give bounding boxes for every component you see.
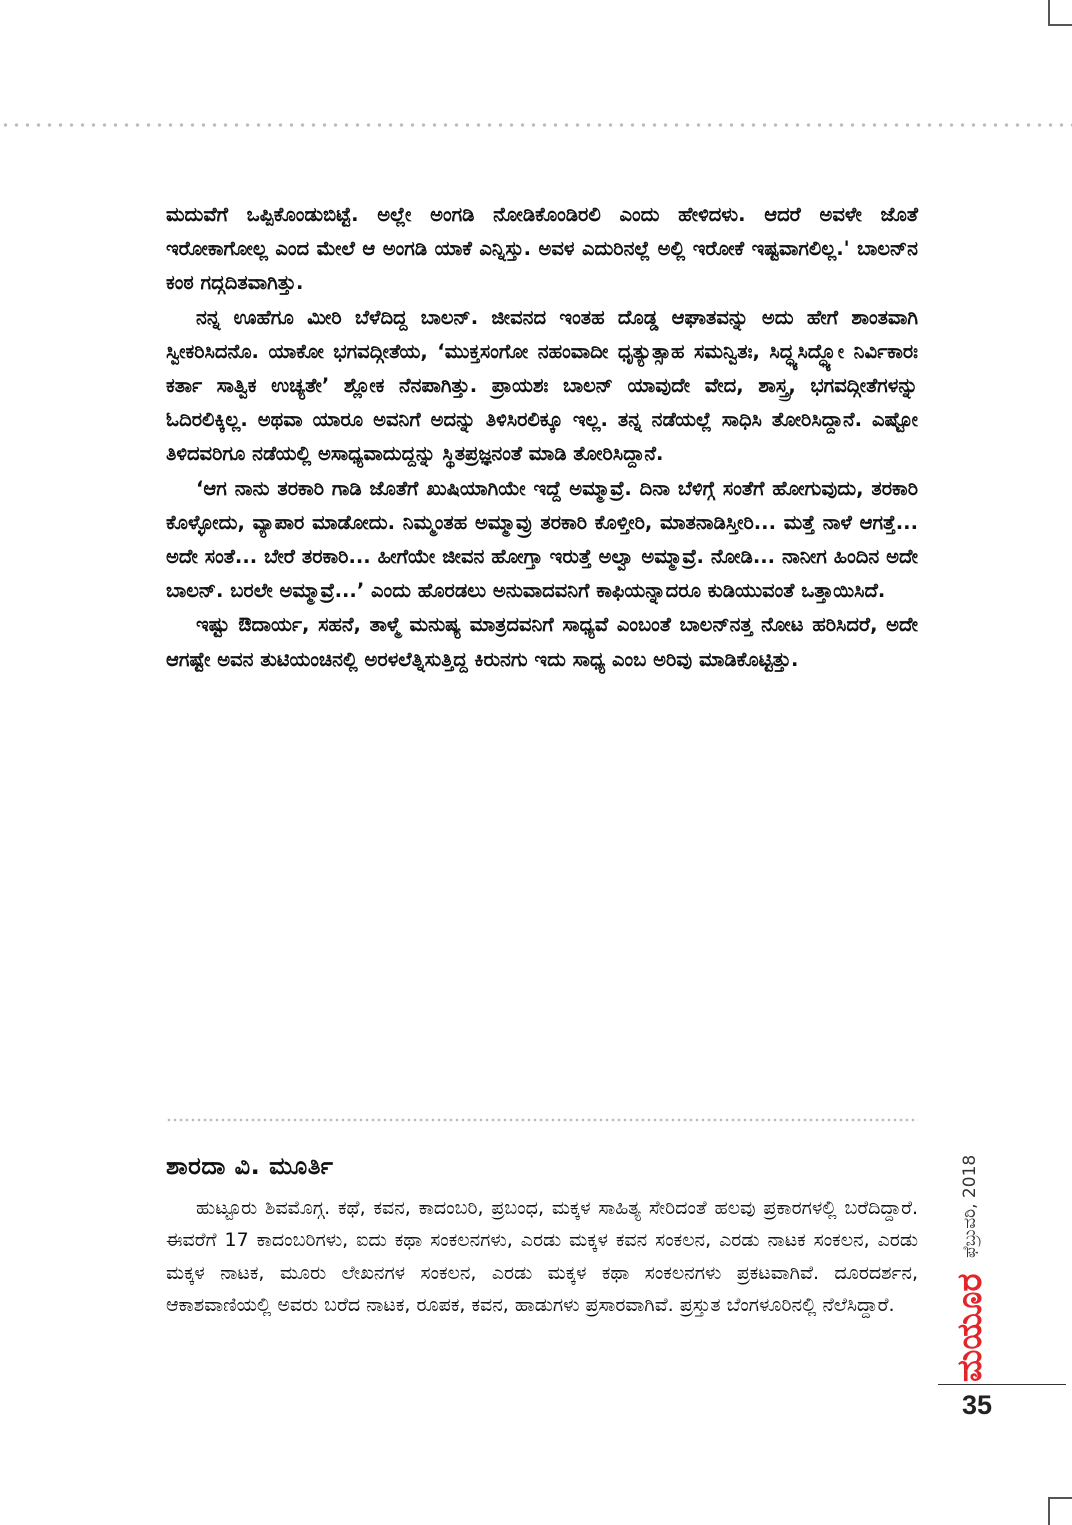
crop-mark-top-right-h bbox=[1048, 24, 1072, 26]
author-bio bbox=[166, 1192, 918, 1322]
magazine-logo: ಮಯೂರ bbox=[950, 1273, 990, 1382]
story-paragraph: ನನ್ನ ಊಹೆಗೂ ಮೀರಿ ಬೆಳೆದಿದ್ದ ಬಾಲನ್. ಜೀವನದ ಇಂತಹ ದೊಡ್ಡ ಆಘಾತವನ್ನು ಅದು ಹೇಗೆ ಶಾಂತವಾಗಿ ಸ್ವೀಕರಿಸಿದನೊ. ಯಾಕೋ ಭಗವದ್ಗೀತೆಯ, ‘ಮುಕ್ತಸಂಗೋ ನಹಂವಾದೀ ಧೃತ್ಯುತ್ಸಾಹ ಸಮನ್ವಿತಃ, ಸಿದ್ಧ್ಯಸಿದ್ಧ್ಯೋ ನಿರ್ವಿಕಾರಃ ಕರ್ತಾ ಸಾತ್ವಿಕ ಉಚ್ಯತೇ’ ಶ್ಲೋಕ ನೆನಪಾಗಿತ್ತು. ಪ್ರಾಯಶಃ ಬಾಲನ್ ಯಾವುದೇ ವೇದ, ಶಾಸ್ತ್ರ, ಭಗವದ್ಗೀತೆಗಳನ್ನು ಓದಿರಲಿಕ್ಕಿಲ್ಲ. ಅಥವಾ ಯಾರೂ ಅವನಿಗೆ ಅದನ್ನು ತಿಳಿಸಿರಲಿಕ್ಕೂ ಇಲ್ಲ. ತನ್ನ ನಡೆಯಲ್ಲೆ ಸಾಧಿಸಿ ತೋರಿಸಿದ್ದಾನೆ. ಎಷ್ಟೋ ತಿಳಿದವರಿಗೂ ನಡೆಯಲ್ಲಿ ಅಸಾಧ್ಯವಾದುದ್ದನ್ನು ಸ್ಥಿತಪ್ರಜ್ಞನಂತೆ ಮಾಡಿ ತೋರಿಸಿದ್ದಾನೆ. bbox=[166, 305, 918, 466]
author-bio-text: ಹುಟ್ಟೂರು ಶಿವಮೊಗ್ಗ. ಕಥೆ, ಕವನ, ಕಾದಂಬರಿ, ಪ್ರಬಂಧ, ಮಕ್ಕಳ ಸಾಹಿತ್ಯ ಸೇರಿದಂತೆ ಹಲವು ಪ್ರಕಾರಗಳಲ್ಲಿ ಬರೆದಿದ್ದಾರೆ. ಈವರೆಗೆ 17 ಕಾದಂಬರಿಗಳು, ಐದು ಕಥಾ ಸಂಕಲನಗಳು, ಎರಡು ಮಕ್ಕಳ ಕವನ ಸಂಕಲನ, ಎರಡು ನಾಟಕ ಸಂಕಲನ, ಎರಡು ಮಕ್ಕಳ ನಾಟಕ, ಮೂರು ಲೇಖನಗಳ ಸಂಕಲನ, ಎರಡು ಮಕ್ಕಳ ಕಥಾ ಸಂಕಲನಗಳು ಪ್ರಕಟವಾಗಿವೆ. ದೂರದರ್ಶನ, ಆಕಾಶವಾಣಿಯಲ್ಲಿ ಅವರು ಬರೆದ ನಾಟಕ, ರೂಪಕ, ಕವನ, ಹಾಡುಗಳು ಪ್ರಸಾರವಾಗಿವೆ. ಪ್ರಸ್ತುತ ಬೆಂಗಳೂರಿನಲ್ಲಿ ನೆಲೆಸಿದ್ದಾರೆ. bbox=[166, 1197, 918, 1317]
page-number-rule bbox=[938, 1384, 1066, 1385]
story-paragraph: ಮದುವೆಗೆ ಒಪ್ಪಿಕೊಂಡುಬಿಟ್ಟೆ. ಅಲ್ಲೇ ಅಂಗಡಿ ನೋಡಿಕೊಂಡಿರಲಿ ಎಂದು ಹೇಳಿದಳು. ಆದರೆ ಅವಳೇ ಜೊತೆ ಇರೋಕಾಗೋಲ್ಲ ಎಂದ ಮೇಲೆ ಆ ಅಂಗಡಿ ಯಾಕೆ ಎನ್ನಿಸ್ತು. ಅವಳ ಎದುರಿನಲ್ಲೆ ಅಲ್ಲಿ ಇರೋಕೆ ಇಷ್ಟವಾಗಲಿಲ್ಲ.' ಬಾಲನ್‌ನ ಕಂಠ ಗದ್ಗದಿತವಾಗಿತ್ತು. bbox=[166, 203, 918, 295]
story-text bbox=[166, 198, 918, 677]
author-name: ಶಾರದಾ ವಿ. ಮೂರ್ತಿ bbox=[166, 1152, 334, 1180]
top-dotted-rule bbox=[0, 122, 1072, 128]
crop-mark-bottom-right bbox=[1048, 1497, 1050, 1525]
magazine-sidebar bbox=[938, 1060, 998, 1382]
issue-date: ಫೆಬ್ರುವರಿ, 2018 bbox=[960, 1154, 980, 1258]
author-divider bbox=[166, 1118, 918, 1122]
page-number: 35 bbox=[962, 1390, 993, 1420]
story-paragraph: ಇಷ್ಟು ಔದಾರ್ಯ, ಸಹನೆ, ತಾಳ್ಮೆ ಮನುಷ್ಯ ಮಾತ್ರದವನಿಗೆ ಸಾಧ್ಯವೆ ಎಂಬಂತೆ ಬಾಲನ್‌ನತ್ತ ನೋಟ ಹರಿಸಿದರೆ, ಅದೇ ಆಗಷ್ಟೇ ಅವನ ತುಟಿಯಂಚಿನಲ್ಲಿ ಅರಳಲೆತ್ನಿಸುತ್ತಿದ್ದ ಕಿರುನಗು ಇದು ಸಾಧ್ಯ ಎಂಬ ಅರಿವು ಮಾಡಿಕೊಟ್ಟಿತ್ತು. bbox=[166, 613, 918, 671]
story-paragraph: ‘ಆಗ ನಾನು ತರಕಾರಿ ಗಾಡಿ ಜೊತೆಗೆ ಖುಷಿಯಾಗಿಯೇ ಇದ್ದೆ ಅಮ್ಮಾವ್ರೆ. ದಿನಾ ಬೆಳಿಗ್ಗೆ ಸಂತೆಗೆ ಹೋಗುವುದು, ತರಕಾರಿ ಕೊಳ್ಳೋದು, ವ್ಯಾಪಾರ ಮಾಡೋದು. ನಿಮ್ಮಂತಹ ಅಮ್ಮಾವ್ರು ತರಕಾರಿ ಕೊಳ್ತೀರಿ, ಮಾತನಾಡಿಸ್ತೀರಿ... ಮತ್ತೆ ನಾಳೆ ಆಗತ್ತೆ... ಅದೇ ಸಂತೆ... ಬೇರೆ ತರಕಾರಿ... ಹೀಗೆಯೇ ಜೀವನ ಹೋಗ್ತಾ ಇರುತ್ತೆ ಅಲ್ವಾ ಅಮ್ಮಾವ್ರೆ. ನೋಡಿ... ನಾನೀಗ ಹಿಂದಿನ ಅದೇ ಬಾಲನ್. ಬರಲೇ ಅಮ್ಮಾವ್ರೆ...’ ಎಂದು ಹೊರಡಲು ಅನುವಾದವನಿಗೆ ಕಾಫಿಯನ್ನಾದರೂ ಕುಡಿಯುವಂತೆ ಒತ್ತಾಯಿಸಿದೆ. bbox=[166, 476, 918, 603]
crop-mark-top-right bbox=[1048, 0, 1050, 26]
crop-mark-bottom-right-h bbox=[1048, 1497, 1072, 1499]
